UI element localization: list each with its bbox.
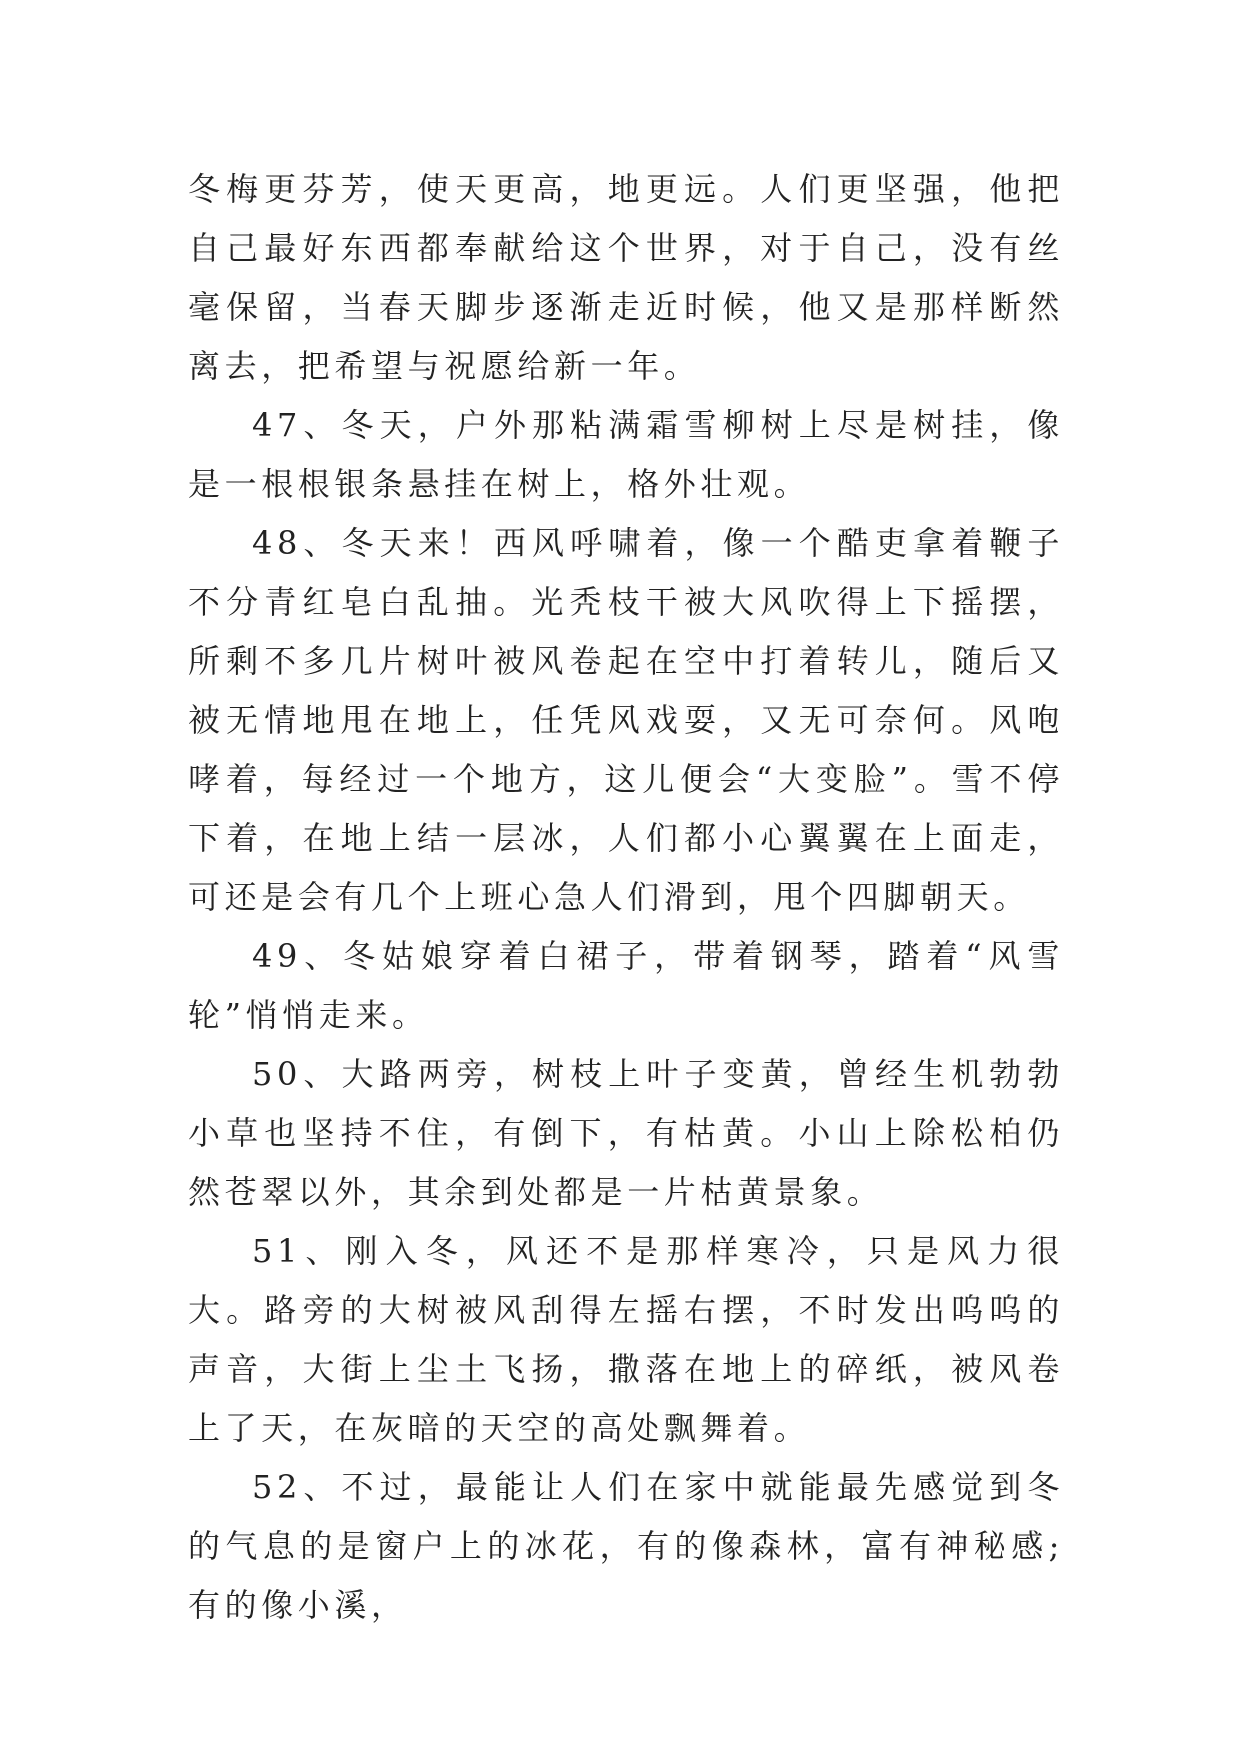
paragraph-49: 49、冬姑娘穿着白裙子，带着钢琴，踏着“风雪轮”悄悄走来。 <box>188 937 1064 1034</box>
paragraph-52: 52、不过，最能让人们在家中就能最先感觉到冬的气息的是窗户上的冰花，有的像森林，富有神秘感;有的像小溪， <box>188 1468 1064 1624</box>
paragraph-48: 48、冬天来！西风呼啸着，像一个酷吏拿着鞭子不分青红皂白乱抽。光秃枝干被大风吹得上下摇摆，所剩不多几片树叶被风卷起在空中打着转儿，随后又被无情地甩在地上，任凭风戏耍，又无可奈何。风咆哮着，每经过一个地方，这儿便会“大变脸”。雪不停下着，在地上结一层冰，人们都小心翼翼在上面走，可还是会有几个上班心急人们滑到，甩个四脚朝天。 <box>188 524 1064 916</box>
paragraph-51: 51、刚入冬，风还不是那样寒冷，只是风力很大。路旁的大树被风刮得左摇右摆，不时发出呜呜的声音，大街上尘土飞扬，撒落在地上的碎纸，被风卷上了天，在灰暗的天空的高处飘舞着。 <box>188 1232 1064 1447</box>
paragraph-50: 50、大路两旁，树枝上叶子变黄，曾经生机勃勃小草也坚持不住，有倒下，有枯黄。小山上除松柏仍然苍翠以外，其余到处都是一片枯黄景象。 <box>188 1055 1064 1211</box>
paragraph-46-continued: 冬梅更芬芳，使天更高，地更远。人们更坚强，他把自己最好东西都奉献给这个世界，对于自己，没有丝毫保留，当春天脚步逐渐走近时候，他又是那样断然离去，把希望与祝愿给新一年。 <box>188 170 1064 385</box>
document-body <box>188 160 1064 1635</box>
paragraph-47: 47、冬天，户外那粘满霜雪柳树上尽是树挂，像是一根根银条悬挂在树上，格外壮观。 <box>188 406 1064 503</box>
